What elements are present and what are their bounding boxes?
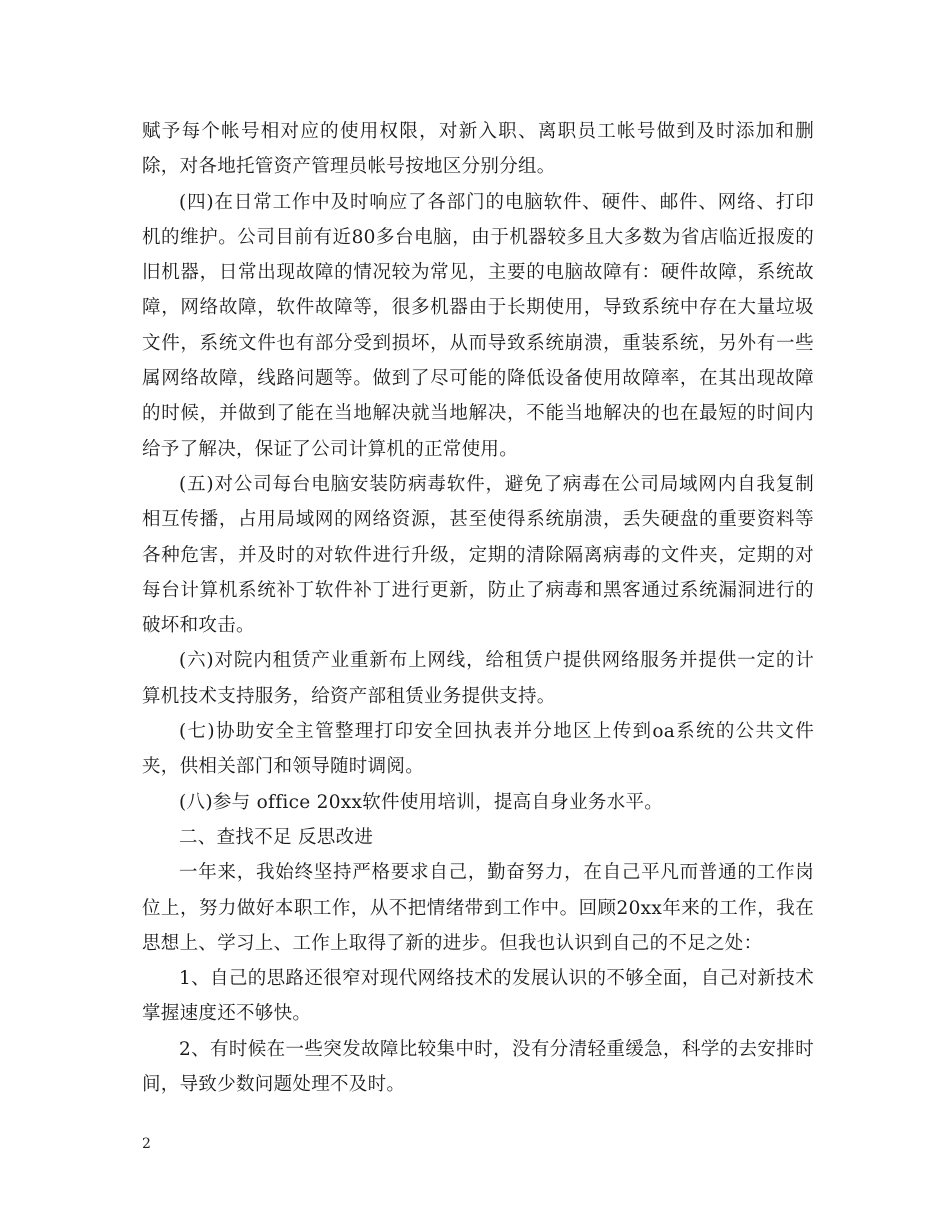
paragraph-shortcoming-1: 1、自己的思路还很窄对现代网络技术的发展认识的不够全面，自己对新技术掌握速度还不够快。 bbox=[142, 968, 814, 1025]
paragraph-account-permissions: 赋予每个帐号相对应的使用权限，对新入职、离职员工帐号做到及时添加和删除，对各地托管资产管理员帐号按地区分别分组。 bbox=[142, 121, 814, 178]
paragraph-year-review: 一年来，我始终坚持严格要求自己，勤奋努力，在自己平凡而普通的工作岗位上，努力做好本职工作，从不把情绪带到工作中。回顾20xx年来的工作，我在思想上、学习上、工作上取得了新的进步。但我也认识到自己的不足之处： bbox=[142, 862, 814, 954]
page-number: 2 bbox=[142, 1136, 151, 1152]
paragraph-shortcoming-2: 2、有时候在一些突发故障比较集中时，没有分清轻重缓急，科学的去安排时间，导致少数问题处理不及时。 bbox=[142, 1038, 814, 1096]
paragraph-item-4-maintenance: (四)在日常工作中及时响应了各部门的电脑软件、硬件、邮件、网络、打印机的维护。公司目前有近80多台电脑，由于机器较多且大多数为省店临近报废的旧机器，日常出现故障的情况较为常见，主要的电脑故障有：硬件故障，系统故障，网络故障，软件故障等，很多机器由于长期使用，导致系统中存在大量垃圾文件，系统文件也有部分受到损坏，从而导致系统崩溃，重装系统，另外有一些属网络故障，线路问题等。做到了尽可能的降低设备使用故障率，在其出现故障的时候，并做到了能在当地解决就当地解决，不能当地解决的也在最短的时间内给予了解决，保证了公司计算机的正常使用。 bbox=[142, 191, 814, 460]
paragraph-item-6-rental-network: (六)对院内租赁产业重新布上网线，给租赁户提供网络服务并提供一定的计算机技术支持服务，给资产部租赁业务提供支持。 bbox=[142, 650, 814, 707]
paragraph-item-5-antivirus: (五)对公司每台电脑安装防病毒软件，避免了病毒在公司局域网内自我复制相互传播，占用局域网的网络资源，甚至使得系统崩溃，丢失硬盘的重要资料等各种危害，并及时的对软件进行升级，定期的清除隔离病毒的文件夹，定期的对每台计算机系统补丁软件补丁进行更新，防止了病毒和黑客通过系统漏洞进行的破坏和攻击。 bbox=[142, 473, 814, 637]
body-text bbox=[142, 114, 814, 1102]
section-heading-shortcomings: 二、查找不足 反思改进 bbox=[179, 826, 374, 848]
paragraph-item-8-training: (八)参与 office 20xx软件使用培训，提高自身业务水平。 bbox=[179, 791, 664, 813]
paragraph-item-7-security-forms: (七)协助安全主管整理打印安全回执表并分地区上传到oa系统的公共文件夹，供相关部门和领导随时调阅。 bbox=[142, 721, 814, 778]
